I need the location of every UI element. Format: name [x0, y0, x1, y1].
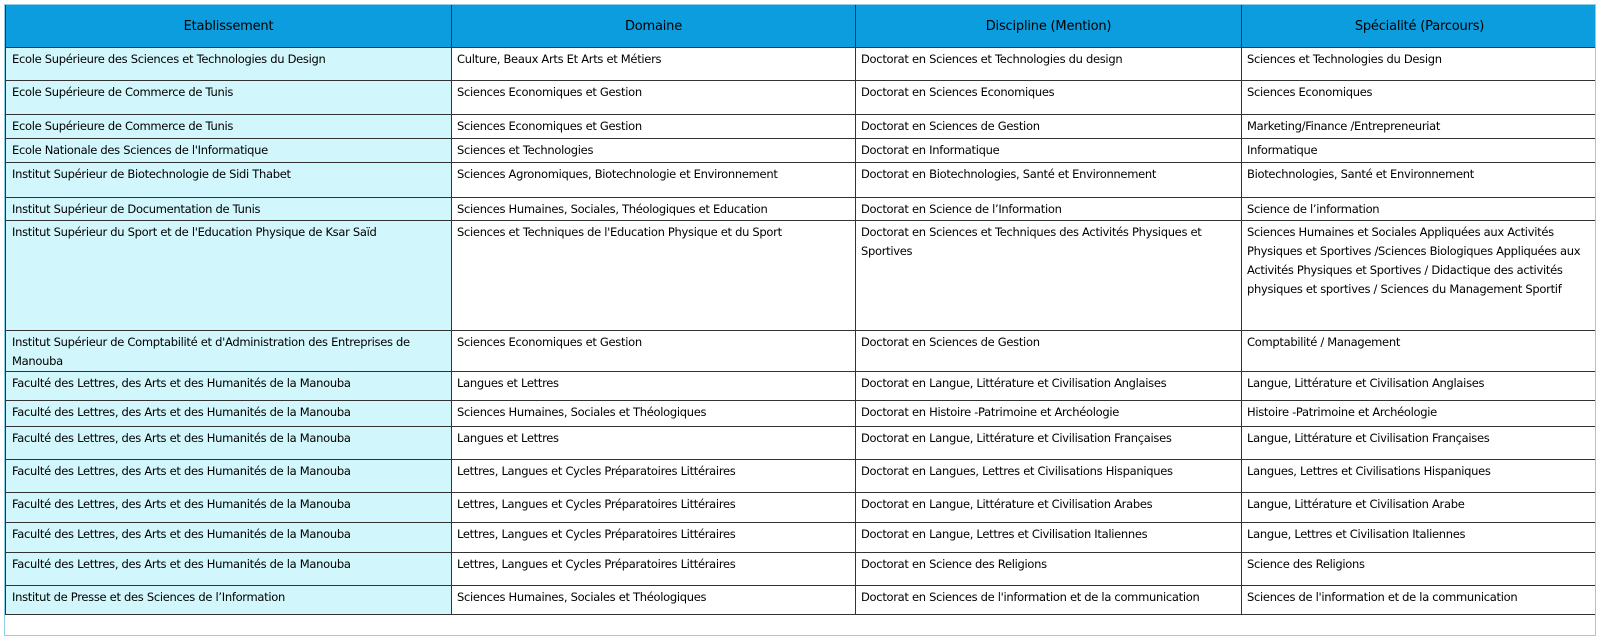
- table-row: [6, 81, 1597, 115]
- cell-discipline: Doctorat en Sciences et Technologies du design: [856, 48, 1242, 81]
- cell-specialite: Histoire -Patrimoine et Archéologie: [1242, 401, 1597, 427]
- table-row: [6, 493, 1597, 523]
- cell-etablissement: Faculté des Lettres, des Arts et des Humanités de la Manouba: [6, 553, 452, 586]
- table-row: [6, 48, 1597, 81]
- table-body: [6, 48, 1597, 615]
- header-etablissement: Etablissement: [6, 5, 452, 48]
- cell-domaine: Lettres, Langues et Cycles Préparatoires Littéraires: [452, 493, 856, 523]
- header-specialite: Spécialité (Parcours): [1242, 5, 1597, 48]
- cell-etablissement: Institut Supérieur de Biotechnologie de Sidi Thabet: [6, 163, 452, 198]
- cell-etablissement: Faculté des Lettres, des Arts et des Humanités de la Manouba: [6, 372, 452, 401]
- cell-discipline: Doctorat en Langue, Littérature et Civilisation Françaises: [856, 427, 1242, 460]
- cell-discipline: Doctorat en Sciences Economiques: [856, 81, 1242, 115]
- table-row: [6, 198, 1597, 221]
- cell-discipline: Doctorat en Informatique: [856, 139, 1242, 163]
- cell-etablissement: Faculté des Lettres, des Arts et des Humanités de la Manouba: [6, 523, 452, 553]
- table-row: [6, 427, 1597, 460]
- cell-specialite: Marketing/Finance /Entrepreneuriat: [1242, 115, 1597, 139]
- cell-specialite: Langue, Littérature et Civilisation Françaises: [1242, 427, 1597, 460]
- cell-domaine: Langues et Lettres: [452, 372, 856, 401]
- header-row: [6, 5, 1597, 48]
- cell-domaine: Sciences Economiques et Gestion: [452, 81, 856, 115]
- cell-domaine: Lettres, Langues et Cycles Préparatoires Littéraires: [452, 553, 856, 586]
- cell-etablissement: Ecole Supérieure de Commerce de Tunis: [6, 115, 452, 139]
- table-row: [6, 221, 1597, 331]
- table-row: [6, 163, 1597, 198]
- table-row: [6, 523, 1597, 553]
- cell-specialite: Langue, Lettres et Civilisation Italiennes: [1242, 523, 1597, 553]
- cell-specialite: Science des Religions: [1242, 553, 1597, 586]
- cell-etablissement: Ecole Nationale des Sciences de l'Informatique: [6, 139, 452, 163]
- cell-discipline: Doctorat en Sciences de Gestion: [856, 331, 1242, 372]
- table-row: [6, 372, 1597, 401]
- table-row: [6, 460, 1597, 493]
- cell-discipline: Doctorat en Langue, Littérature et Civilisation Arabes: [856, 493, 1242, 523]
- cell-discipline: Doctorat en Langue, Lettres et Civilisation Italiennes: [856, 523, 1242, 553]
- cell-etablissement: Institut de Presse et des Sciences de l’Information: [6, 586, 452, 615]
- cell-discipline: Doctorat en Histoire -Patrimoine et Archéologie: [856, 401, 1242, 427]
- cell-etablissement: Faculté des Lettres, des Arts et des Humanités de la Manouba: [6, 401, 452, 427]
- cell-etablissement: Faculté des Lettres, des Arts et des Humanités de la Manouba: [6, 460, 452, 493]
- cell-domaine: Sciences Humaines, Sociales et Théologiques: [452, 401, 856, 427]
- cell-etablissement: Ecole Supérieure de Commerce de Tunis: [6, 81, 452, 115]
- cell-discipline: Doctorat en Sciences de Gestion: [856, 115, 1242, 139]
- cell-specialite: Informatique: [1242, 139, 1597, 163]
- header-domaine: Domaine: [452, 5, 856, 48]
- cell-specialite: Langue, Littérature et Civilisation Anglaises: [1242, 372, 1597, 401]
- cell-etablissement: Ecole Supérieure des Sciences et Technologies du Design: [6, 48, 452, 81]
- cell-domaine: Sciences Humaines, Sociales, Théologiques et Education: [452, 198, 856, 221]
- table-row: [6, 139, 1597, 163]
- cell-domaine: Culture, Beaux Arts Et Arts et Métiers: [452, 48, 856, 81]
- cell-domaine: Sciences Economiques et Gestion: [452, 115, 856, 139]
- table-row: [6, 115, 1597, 139]
- doctorate-table-sheet: [4, 4, 1596, 636]
- cell-domaine: Sciences Agronomiques, Biotechnologie et Environnement: [452, 163, 856, 198]
- cell-discipline: Doctorat en Sciences et Techniques des Activités Physiques et Sportives: [856, 221, 1242, 331]
- cell-etablissement: Institut Supérieur du Sport et de l'Education Physique de Ksar Saïd: [6, 221, 452, 331]
- cell-specialite: Langues, Lettres et Civilisations Hispaniques: [1242, 460, 1597, 493]
- cell-specialite: Sciences Economiques: [1242, 81, 1597, 115]
- cell-domaine: Lettres, Langues et Cycles Préparatoires Littéraires: [452, 523, 856, 553]
- cell-etablissement: Institut Supérieur de Comptabilité et d'Administration des Entreprises de Manouba: [6, 331, 452, 372]
- cell-domaine: Sciences et Techniques de l'Education Physique et du Sport: [452, 221, 856, 331]
- cell-discipline: Doctorat en Langue, Littérature et Civilisation Anglaises: [856, 372, 1242, 401]
- cell-specialite: Sciences de l'information et de la communication: [1242, 586, 1597, 615]
- header-discipline: Discipline (Mention): [856, 5, 1242, 48]
- table-row: [6, 331, 1597, 372]
- cell-specialite: Sciences et Technologies du Design: [1242, 48, 1597, 81]
- cell-discipline: Doctorat en Science de l’Information: [856, 198, 1242, 221]
- cell-specialite: Science de l’information: [1242, 198, 1597, 221]
- cell-etablissement: Institut Supérieur de Documentation de Tunis: [6, 198, 452, 221]
- cell-domaine: Lettres, Langues et Cycles Préparatoires Littéraires: [452, 460, 856, 493]
- cell-etablissement: Faculté des Lettres, des Arts et des Humanités de la Manouba: [6, 493, 452, 523]
- table-row: [6, 586, 1597, 615]
- cell-discipline: Doctorat en Sciences de l'information et de la communication: [856, 586, 1242, 615]
- cell-discipline: Doctorat en Science des Religions: [856, 553, 1242, 586]
- cell-specialite: Langue, Littérature et Civilisation Arabe: [1242, 493, 1597, 523]
- cell-specialite: Biotechnologies, Santé et Environnement: [1242, 163, 1597, 198]
- cell-specialite: Comptabilité / Management: [1242, 331, 1597, 372]
- cell-etablissement: Faculté des Lettres, des Arts et des Humanités de la Manouba: [6, 427, 452, 460]
- cell-domaine: Langues et Lettres: [452, 427, 856, 460]
- cell-discipline: Doctorat en Langues, Lettres et Civilisations Hispaniques: [856, 460, 1242, 493]
- cell-domaine: Sciences Economiques et Gestion: [452, 331, 856, 372]
- table-row: [6, 553, 1597, 586]
- table-row: [6, 401, 1597, 427]
- cell-specialite: Sciences Humaines et Sociales Appliquées aux Activités Physiques et Sportives /Sciences Biologiques Appliquées aux Activités Physiques et Sportives / Didactique des activités physiques et sportives / Sciences du Management Sportif: [1242, 221, 1597, 331]
- cell-discipline: Doctorat en Biotechnologies, Santé et Environnement: [856, 163, 1242, 198]
- doctorate-programs-table: [5, 5, 1596, 615]
- cell-domaine: Sciences et Technologies: [452, 139, 856, 163]
- cell-domaine: Sciences Humaines, Sociales et Théologiques: [452, 586, 856, 615]
- table-header: [6, 5, 1597, 48]
